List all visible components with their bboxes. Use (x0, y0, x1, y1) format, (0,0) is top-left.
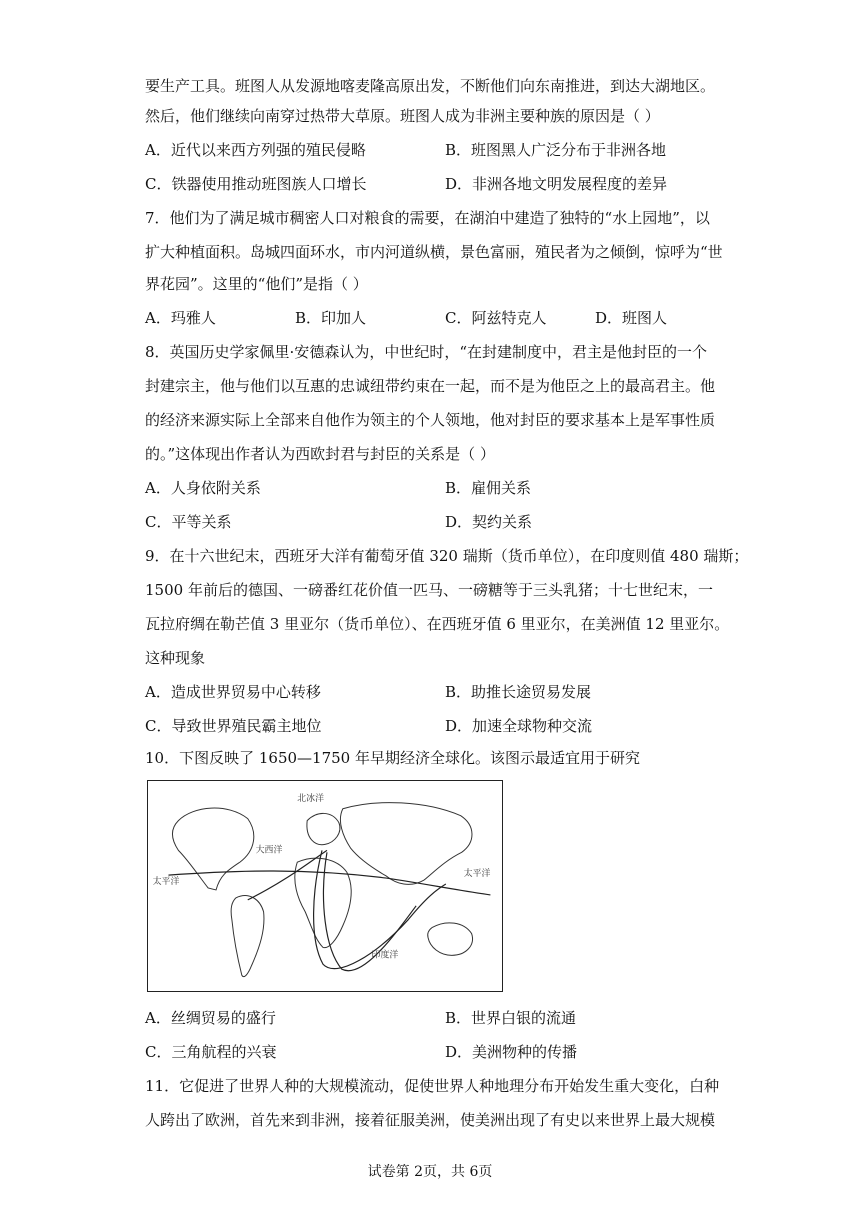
q8-option-d[interactable]: D．契约关系 (445, 513, 533, 531)
q8-text-line-4: 的。”这体现出作者认为西欧封君与封臣的关系是（ ） (145, 445, 495, 463)
asia-shape (340, 803, 472, 885)
q6-option-d[interactable]: D．非洲各地文明发展程度的差异 (445, 175, 668, 193)
q10-text-line-1: 10．下图反映了 1650—1750 年早期经济全球化。该图示最适宜用于研究 (145, 749, 640, 767)
south-america-shape (231, 896, 264, 977)
page-footer: 试卷第 2页，共 6页 (367, 1164, 493, 1180)
q9-option-c[interactable]: C．导致世界殖民霸主地位 (145, 717, 322, 735)
pacific-ocean-right-label: 太平洋 (463, 869, 491, 880)
q7-text-line-2: 扩大种植面积。岛城四面环水，市内河道纵横，景色富丽，殖民者为之倾倒，惊呼为“世 (145, 243, 723, 261)
q10-option-c[interactable]: C．三角航程的兴衰 (145, 1043, 277, 1061)
q9-text-line-4: 这种现象 (145, 649, 206, 667)
q6-option-a[interactable]: A．近代以来西方列强的殖民侵略 (145, 141, 366, 159)
q8-option-a[interactable]: A．人身依附关系 (145, 479, 261, 497)
world-map-illustration (148, 781, 502, 991)
north-america-shape (172, 808, 253, 890)
q8-option-c[interactable]: C．平等关系 (145, 513, 232, 531)
q7-text-line-3: 界花园”。这里的“他们”是指（ ） (145, 275, 368, 293)
pacific-ocean-left-label: 太平洋 (152, 877, 180, 888)
q8-text-line-3: 的经济来源实际上全部来自他作为领主的个人领地，他对封臣的要求基本上是军事性质 (145, 411, 716, 429)
q6-text-line-2: 然后，他们继续向南穿过热带大草原。班图人成为非洲主要种族的原因是（ ） (145, 107, 660, 125)
q9-text-line-2: 1500 年前后的德国、一磅番红花价值一匹马、一磅糖等于三头乳猪；十七世纪末，一 (145, 581, 713, 599)
q9-option-b[interactable]: B．助推长途贸易发展 (445, 683, 592, 701)
trade-route-line-4 (324, 852, 417, 970)
q7-option-c[interactable]: C．阿兹特克人 (445, 309, 547, 327)
q9-option-d[interactable]: D．加速全球物种交流 (445, 717, 593, 735)
q6-option-b[interactable]: B．班图黑人广泛分布于非洲各地 (445, 141, 667, 159)
indian-ocean-label: 印度洋 (371, 950, 399, 961)
q8-text-line-1: 8．英国历史学家佩里·安德森认为，中世纪时，“在封建制度中，君主是他封臣的一个 (145, 343, 707, 361)
q9-text-line-3: 瓦拉府绸在勒芒值 3 里亚尔（货币单位）、在西班牙值 6 里亚尔，在美洲值 12 里亚尔。 (145, 615, 730, 633)
q9-option-a[interactable]: A．造成世界贸易中心转移 (145, 683, 321, 701)
q10-option-b[interactable]: B．世界白银的流通 (445, 1009, 577, 1027)
q8-text-line-2: 封建宗主，他与他们以互惠的忠诚纽带约束在一起，而不是为他臣之上的最高君主。他 (145, 377, 716, 395)
australia-shape (428, 923, 473, 955)
europe-shape (307, 813, 340, 844)
q8-option-b[interactable]: B．雇佣关系 (445, 479, 532, 497)
q7-text-line-1: 7．他们为了满足城市稠密人口对粮食的需要，在湖泊中建造了独特的“水上园地”，以 (145, 209, 710, 227)
trade-route-line-1 (168, 871, 490, 895)
q11-text-line-1: 11．它促进了世界人种的大规模流动，促使世界人种地理分布开始发生重大变化，白种 (145, 1077, 720, 1095)
q10-option-d[interactable]: D．美洲物种的传播 (445, 1043, 578, 1061)
q7-option-b[interactable]: B．印加人 (295, 309, 367, 327)
world-trade-map (147, 780, 503, 992)
q7-option-d[interactable]: D．班图人 (595, 309, 668, 327)
q6-text-line-1: 要生产工具。班图人从发源地喀麦隆高原出发，不断他们向东南推进，到达大湖地区。 (145, 77, 716, 95)
q6-option-c[interactable]: C．铁器使用推动班图族人口增长 (145, 175, 367, 193)
q7-option-a[interactable]: A．玛雅人 (145, 309, 216, 327)
arctic-ocean-label: 北冰洋 (297, 793, 324, 804)
atlantic-ocean-label: 大西洋 (255, 845, 283, 856)
q11-text-line-2: 人跨出了欧洲，首先来到非洲，接着征服美洲，使美洲出现了有史以来世界上最大规模 (145, 1111, 716, 1129)
q10-option-a[interactable]: A．丝绸贸易的盛行 (145, 1009, 276, 1027)
q9-text-line-1: 9．在十六世纪末，西班牙大洋有葡萄牙值 320 瑞斯（货币单位），在印度则值 480 瑞斯； (145, 547, 749, 565)
